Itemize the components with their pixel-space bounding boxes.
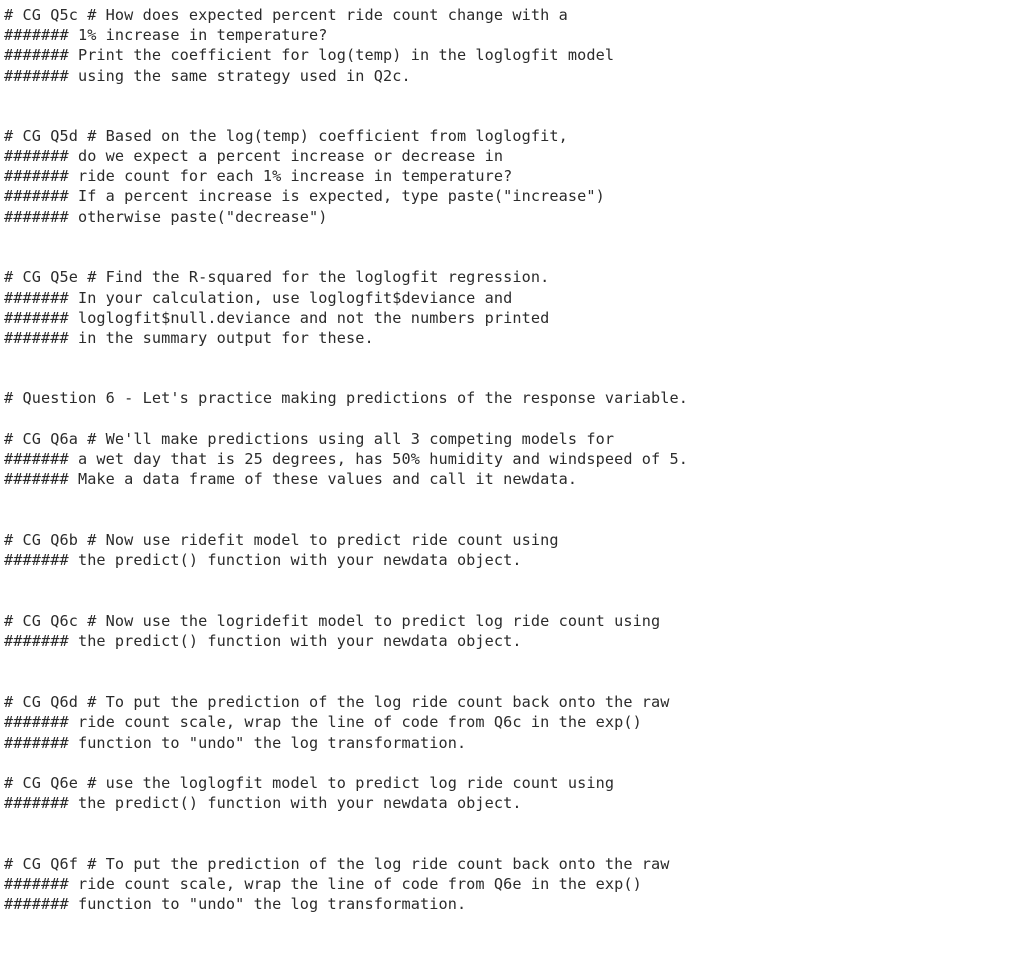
comment-line: ####### 1% increase in temperature? bbox=[4, 26, 328, 44]
comment-line: ####### a wet day that is 25 degrees, has 50% humidity and windspeed of 5. bbox=[4, 450, 689, 468]
comment-line: ####### Print the coefficient for log(temp) in the loglogfit model bbox=[4, 46, 615, 64]
comment-line: # CG Q6a # We'll make predictions using all 3 competing models for bbox=[4, 430, 615, 448]
comment-line: ####### ride count for each 1% increase in temperature? bbox=[4, 167, 513, 185]
comment-line: ####### ride count scale, wrap the line of code from Q6e in the exp() bbox=[4, 875, 642, 893]
comment-line: # CG Q5c # How does expected percent ride count change with a bbox=[4, 6, 568, 24]
comment-line: ####### function to "undo" the log transformation. bbox=[4, 734, 467, 752]
comment-line: ####### function to "undo" the log transformation. bbox=[4, 895, 467, 913]
comment-line: ####### using the same strategy used in Q2c. bbox=[4, 67, 411, 85]
comment-line: # CG Q6c # Now use the logridefit model to predict log ride count using bbox=[4, 612, 661, 630]
comment-line: ####### the predict() function with your newdata object. bbox=[4, 551, 522, 569]
comment-line: ####### in the summary output for these. bbox=[4, 329, 374, 347]
comment-line: ####### In your calculation, use loglogfit$deviance and bbox=[4, 289, 513, 307]
comment-line: ####### ride count scale, wrap the line of code from Q6c in the exp() bbox=[4, 713, 642, 731]
comment-line: ####### loglogfit$null.deviance and not the numbers printed bbox=[4, 309, 550, 327]
comment-line: # CG Q6f # To put the prediction of the log ride count back onto the raw bbox=[4, 855, 670, 873]
comment-line: # CG Q6b # Now use ridefit model to predict ride count using bbox=[4, 531, 559, 549]
comment-line: ####### If a percent increase is expected, type paste("increase") bbox=[4, 187, 605, 205]
comment-line: ####### otherwise paste("decrease") bbox=[4, 208, 328, 226]
comment-line: ####### do we expect a percent increase or decrease in bbox=[4, 147, 504, 165]
comment-line: # CG Q6d # To put the prediction of the log ride count back onto the raw bbox=[4, 693, 670, 711]
comment-line: # CG Q5e # Find the R-squared for the loglogfit regression. bbox=[4, 268, 550, 286]
comment-line: # CG Q6e # use the loglogfit model to predict log ride count using bbox=[4, 774, 615, 792]
comment-line: ####### Make a data frame of these values and call it newdata. bbox=[4, 470, 578, 488]
section-heading-comment: # Question 6 - Let's practice making predictions of the response variable. bbox=[4, 389, 689, 407]
comment-line: # CG Q5d # Based on the log(temp) coefficient from loglogfit, bbox=[4, 127, 568, 145]
comment-line: ####### the predict() function with your newdata object. bbox=[4, 632, 522, 650]
comment-line: ####### the predict() function with your newdata object. bbox=[4, 794, 522, 812]
